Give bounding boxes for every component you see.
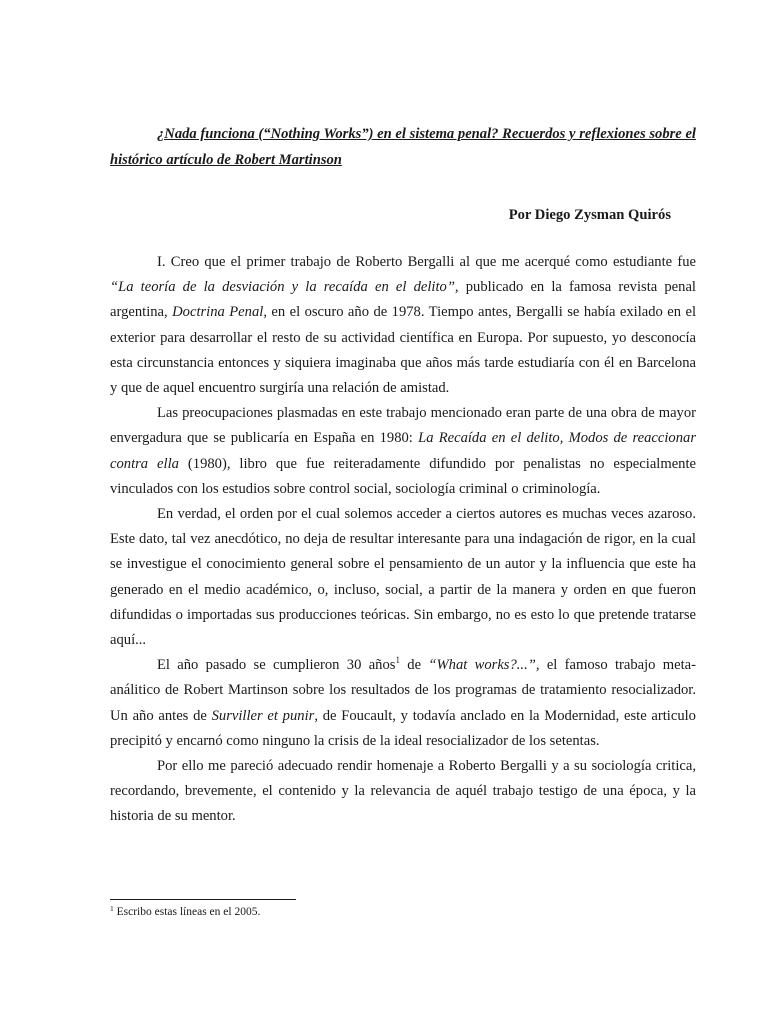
paragraph-5-text-a: Por ello me pareció adecuado rendir homenaje a Roberto Bergalli y a su sociología critica, recordando, brevemente, el contenido y la relevancia de aquél trabajo testigo de una época, y la historia de su mentor. — [110, 758, 696, 825]
footnote-text: Escribo estas líneas en el 2005. — [113, 906, 261, 918]
footnote-separator — [110, 899, 296, 900]
footnote — [110, 905, 260, 919]
martinson-article-citation: “What works?...”, — [428, 657, 540, 674]
paragraph-4-text-b: de — [399, 657, 429, 674]
paragraph-3-text-a: En verdad, el orden por el cual solemos acceder a ciertos autores es muchas veces azaroso. Este dato, tal vez anecdótico, no deja de resultar interesante para una indagación de rigor, en la cual se investigue el conocimiento general sobre el pensamiento de un autor y la influencia que este ha generado en el medio académico, o, incluso, social, a partir de la manera y orden en que fueron difundidas o importadas sus producciones teóricas. Sin embargo, no es esto lo que pretende tratarse aquí... — [110, 506, 696, 649]
paragraph-4 — [110, 653, 696, 754]
paragraph-4-text-a: El año pasado se cumplieron 30 años — [157, 657, 396, 674]
paragraph-5 — [110, 754, 696, 830]
document-body — [110, 250, 696, 830]
foucault-book-citation: Surviller et punir — [211, 707, 315, 724]
journal-name: Doctrina Penal — [172, 304, 264, 321]
document-title: ¿Nada funciona (“Nothing Works”) en el sistema penal? Recuerdos y reflexiones sobre el histórico artículo de Robert Martinson — [110, 126, 696, 168]
paragraph-2-text-a: Las preocupaciones plasmadas en este trabajo mencionado eran parte de una obra de mayor envergadura que se publicaría en España en 1980: — [110, 405, 696, 447]
article-title-citation: “La teoría de la desviación y la recaída en el delito”, — [110, 279, 459, 296]
footnote-reference[interactable]: 1 — [395, 655, 400, 666]
paragraph-4-text-d: el famoso trabajo meta-análitico de Robert Martinson sobre los resultados de los programas de tratamiento resocializador. Un año antes de — [110, 657, 697, 724]
paragraph-1-text-a: I. Creo que el primer trabajo de Roberto Bergalli al que me acerqué como estudiante fue — [157, 254, 696, 270]
footnote-marker: 1 — [110, 904, 114, 913]
paragraph-3 — [110, 502, 696, 653]
paragraph-2 — [110, 401, 696, 502]
paragraph-4-text-f: , de Foucault, y todavía anclado en la Modernidad, este articulo precipitó y encarnó como ninguno la crisis de la ideal resocializador de los setentas. — [110, 707, 696, 749]
paragraph-1-text-e: , en el oscuro año de 1978. Tiempo antes, Bergalli se había exilado en el exterior para desarrollar el resto de su actividad científica en Europa. Por supuesto, yo desconocía esta circunstancia entonces y siquiera imaginaba que años más tarde estudiaría con él en Barcelona y que de aquel encuentro surgiría una relación de amistad. — [110, 304, 697, 397]
document-author: Por Diego Zysman Quirós — [508, 207, 671, 223]
document-page — [110, 121, 696, 830]
book-title-citation: La Recaída en el delito, Modos de reaccionar contra ella — [110, 430, 696, 472]
paragraph-2-text-c: (1980), libro que fue reiteradamente difundido por penalistas no especialmente vinculados con los estudios sobre control social, sociología criminal o criminología. — [110, 455, 697, 497]
paragraph-1 — [110, 250, 696, 401]
paragraph-1-text-c: publicado en la famosa revista penal argentina, — [110, 279, 696, 321]
